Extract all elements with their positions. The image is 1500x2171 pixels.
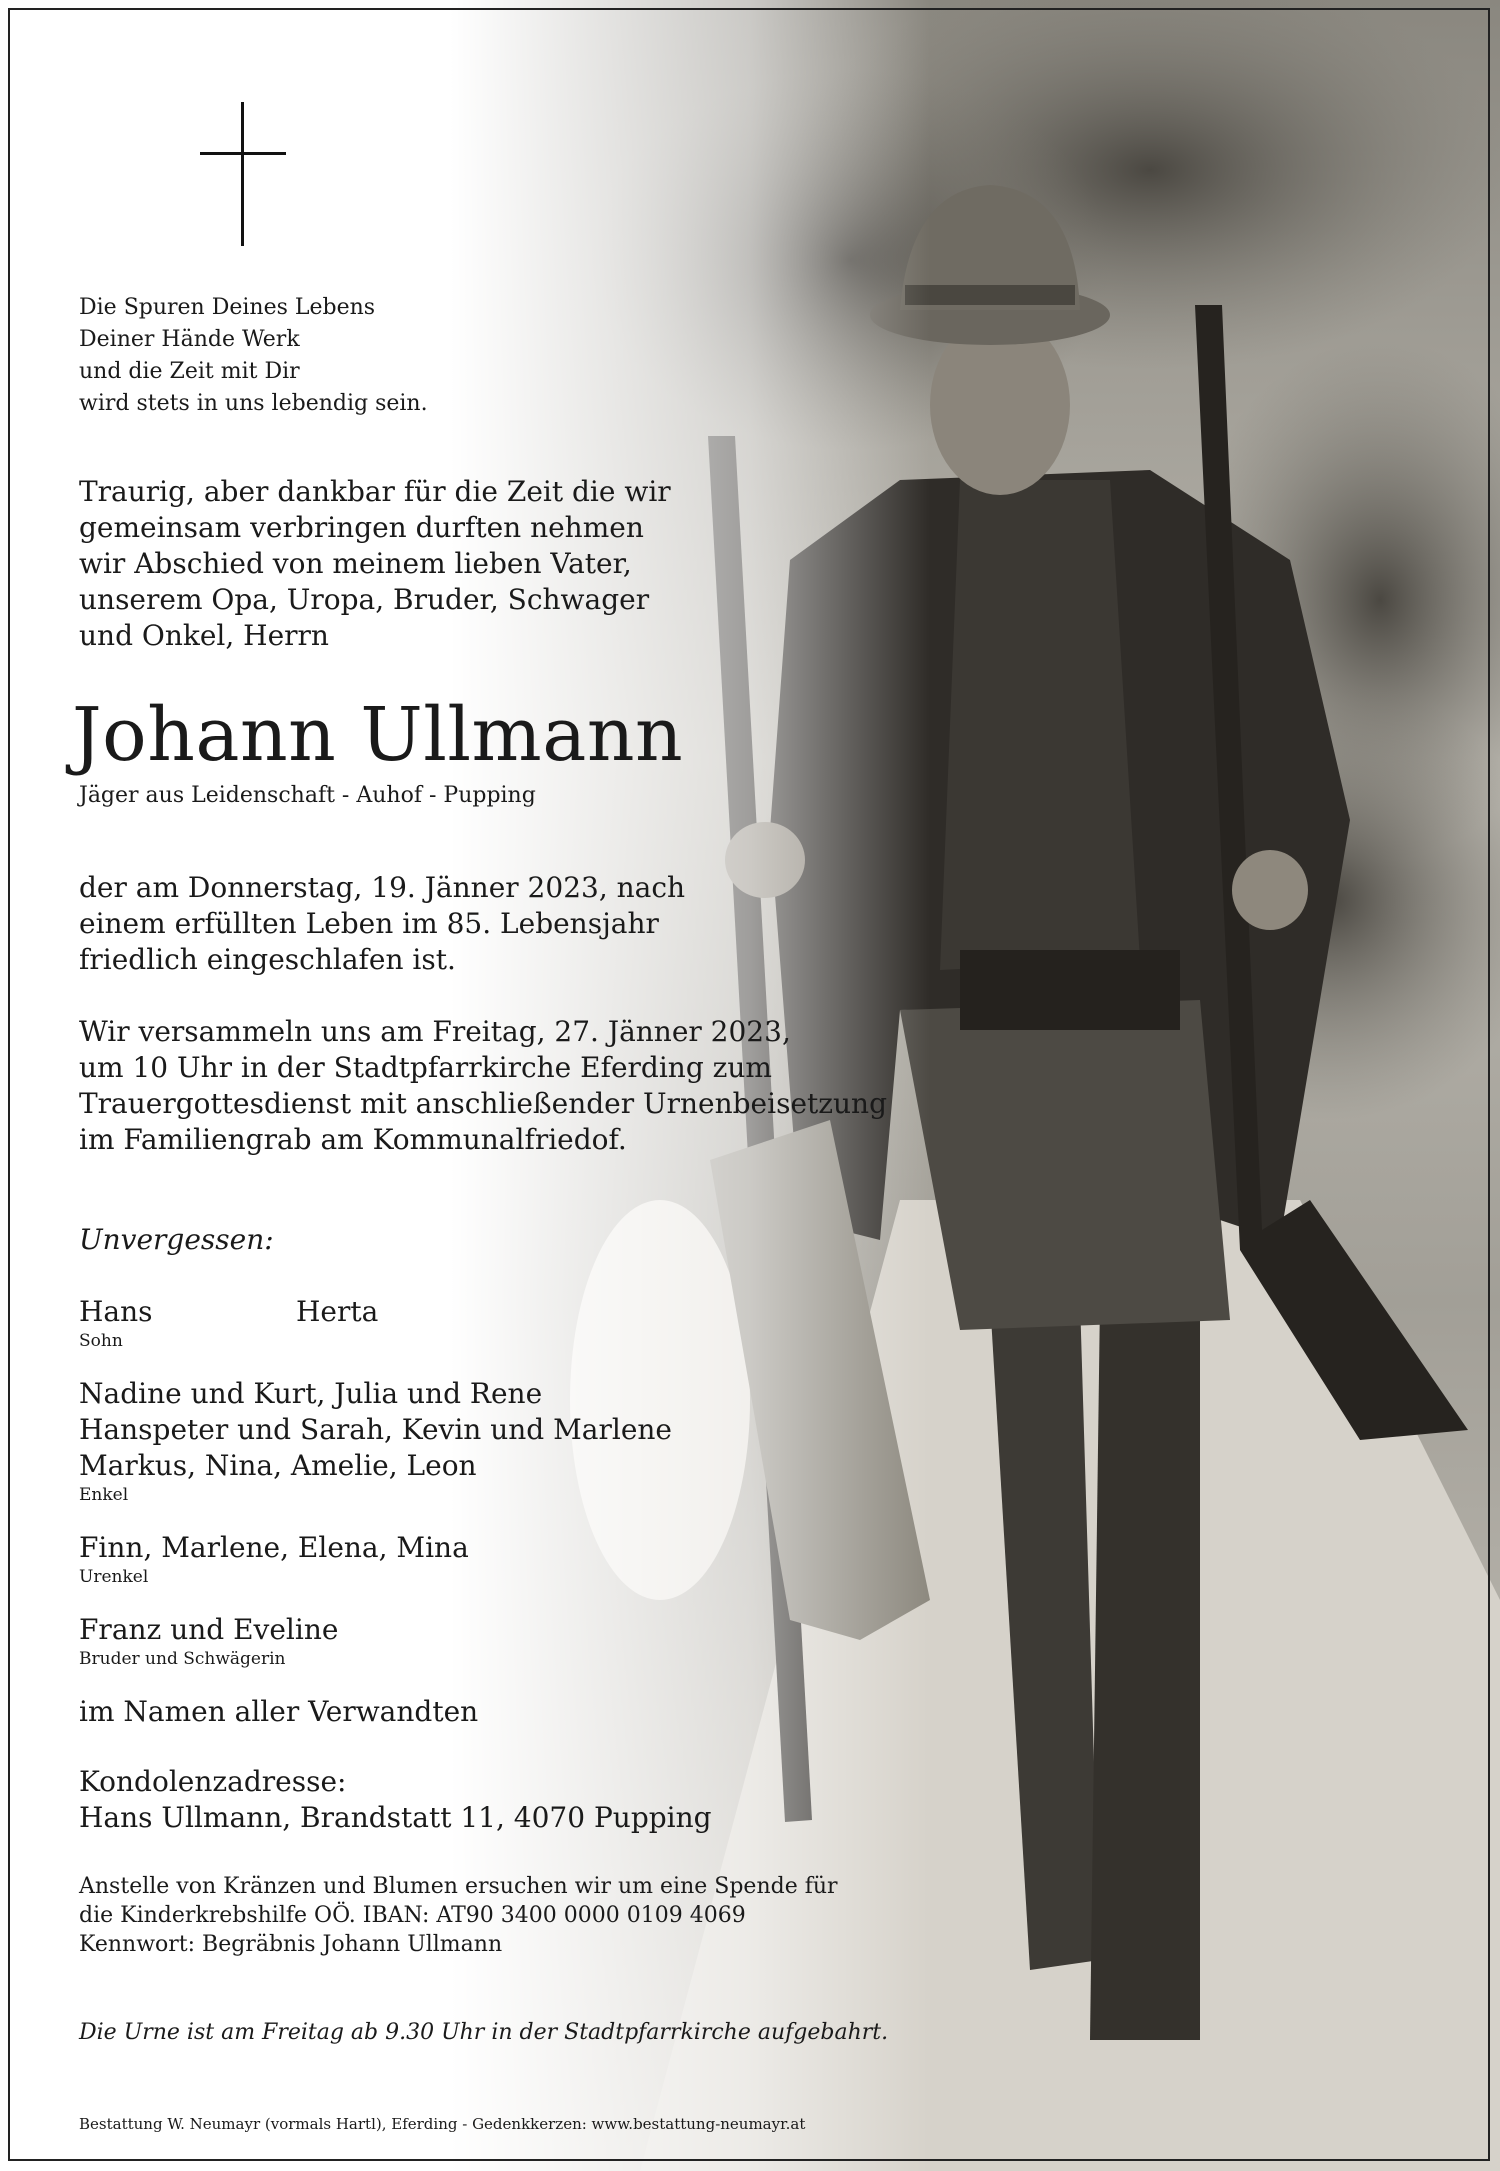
donation-request: Anstelle von Kränzen und Blumen ersuchen wir um eine Spende für die Kinderkrebshilfe OÖ. IBAN: AT90 3400 0000 0109 4069 Kennwort: Begräbnis Johann Ullmann <box>79 1874 838 1957</box>
intro-text: Traurig, aber dankbar für die Zeit die wir gemeinsam verbringen durften nehmen wir Abschied von meinem lieben Vater, unserem Opa, Uropa, Bruder, Schwager und Onkel, Herrn <box>79 475 671 652</box>
family-great-grandchildren: Finn, Marlene, Elena, Mina <box>79 1531 469 1564</box>
funeral-details: Wir versammeln uns am Freitag, 27. Jänner 2023, um 10 Uhr in der Stadtpfarrkirche Eferding zum Trauergottesdienst mit anschließender Urnenbeisetzung im Familiengrab am Kommunalfriedof. <box>79 1015 888 1156</box>
family-herta-name: Herta <box>296 1295 379 1328</box>
on-behalf-line: im Namen aller Verwandten <box>79 1695 479 1728</box>
death-announcement: der am Donnerstag, 19. Jänner 2023, nach einem erfüllten Leben im 85. Lebensjahr friedlich eingeschlafen ist. <box>79 871 686 976</box>
family-siblings-role: Bruder und Schwägerin <box>79 1649 286 1669</box>
family-grandchildren-role: Enkel <box>79 1485 129 1505</box>
motto-verse: Die Spuren Deines Lebens Deiner Hände Werk und die Zeit mit Dir wird stets in uns lebendig sein. <box>79 295 428 416</box>
family-son-role: Sohn <box>79 1331 123 1351</box>
funeral-home-footer: Bestattung W. Neumayr (vormals Hartl), Eferding - Gedenkkerzen: www.bestattung-neumayr.at <box>79 2115 806 2133</box>
family-great-grandchildren-role: Urenkel <box>79 1567 149 1587</box>
urn-viewing-note: Die Urne ist am Freitag ab 9.30 Uhr in der Stadtpfarrkirche aufgebahrt. <box>79 2020 889 2045</box>
family-siblings: Franz und Eveline <box>79 1613 339 1646</box>
unvergessen-heading: Unvergessen: <box>79 1223 274 1256</box>
condolence-address: Kondolenzadresse: Hans Ullmann, Brandstatt 11, 4070 Pupping <box>79 1765 712 1834</box>
deceased-name: Johann Ullmann <box>72 692 684 778</box>
cross-icon <box>200 102 286 246</box>
family-son-name: Hans <box>79 1295 153 1328</box>
deceased-subtitle: Jäger aus Leidenschaft - Auhof - Pupping <box>79 783 536 808</box>
family-grandchildren: Nadine und Kurt, Julia und Rene Hanspeter und Sarah, Kevin und Marlene Markus, Nina, Amelie, Leon <box>79 1377 673 1482</box>
